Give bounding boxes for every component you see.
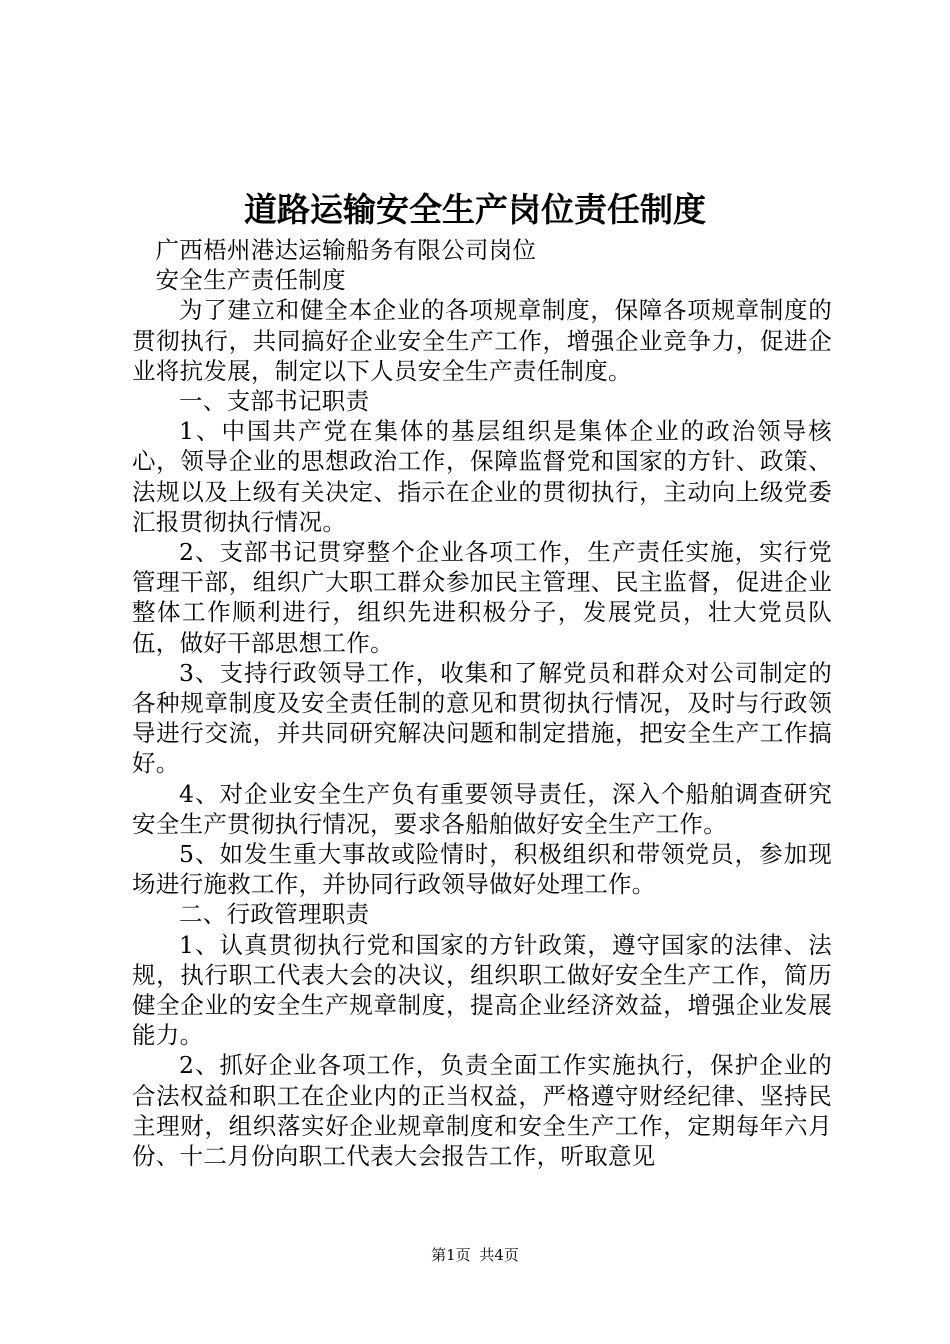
company-line: 广西梧州港达运输船务有限公司岗位 bbox=[155, 236, 537, 264]
body-paragraph: 3、支持行政领导工作，收集和了解党员和群众对公司制定的各种规章制度及安全责任制的意见和贯彻执行情况，及时与行政领导进行交流，并共同研究解决问题和制定措施，把安全生产工作搞好。 bbox=[132, 658, 832, 778]
body-paragraph: 2、抓好企业各项工作，负责全面工作实施执行，保护企业的合法权益和职工在企业内的正当权益，严格遵守财经纪律、坚持民主理财，组织落实好企业规章制度和安全生产工作，定期每年六月份、十二月份向职工代表大会报告工作，听取意见 bbox=[132, 1051, 832, 1171]
body-paragraph: 5、如发生重大事故或险情时，积极组织和带领党员，参加现场进行施救工作，并协同行政领导做好处理工作。 bbox=[132, 840, 832, 899]
page-total: 共4页 bbox=[479, 1246, 519, 1264]
body-paragraph: 1、认真贯彻执行党和国家的方针政策，遵守国家的法律、法规，执行职工代表大会的决议，组织职工做好安全生产工作，简历健全企业的安全生产规章制度，提高企业经济效益，增强企业发展能力。 bbox=[132, 930, 832, 1050]
page-number: 第1页 bbox=[431, 1246, 471, 1264]
subtitle-line: 安全生产责任制度 bbox=[155, 266, 346, 295]
body-paragraph: 1、中国共产党在集体的基层组织是集体企业的政治领导核心，领导企业的思想政治工作，保障监督党和国家的方针、政策、法规以及上级有关决定、指示在企业的贯彻执行，主动向上级党委汇报贯彻执行情况。 bbox=[132, 417, 832, 536]
section-heading: 二、行政管理职责 bbox=[179, 900, 370, 929]
page-footer bbox=[0, 1244, 950, 1266]
document-body bbox=[132, 235, 832, 1171]
document-title: 道路运输安全生产岗位责任制度 bbox=[244, 190, 706, 229]
section-heading: 一、支部书记职责 bbox=[179, 387, 370, 416]
body-paragraph: 2、支部书记贯穿整个企业各项工作，生产责任实施，实行党管理干部，组织广大职工群众参加民主管理、民主监督，促进企业整体工作顺利进行，组织先进积极分子，发展党员，壮大党员队伍，做好干部思想工作。 bbox=[132, 538, 832, 657]
intro-paragraph: 为了建立和健全本企业的各项规章制度，保障各项规章制度的贯彻执行，共同搞好企业安全生产工作，增强企业竞争力，促进企业将抗发展，制定以下人员安全生产责任制度。 bbox=[132, 296, 832, 385]
body-paragraph: 4、对企业安全生产负有重要领导责任，深入个船舶调查研究安全生产贯彻执行情况，要求各船舶做好安全生产工作。 bbox=[132, 779, 832, 838]
